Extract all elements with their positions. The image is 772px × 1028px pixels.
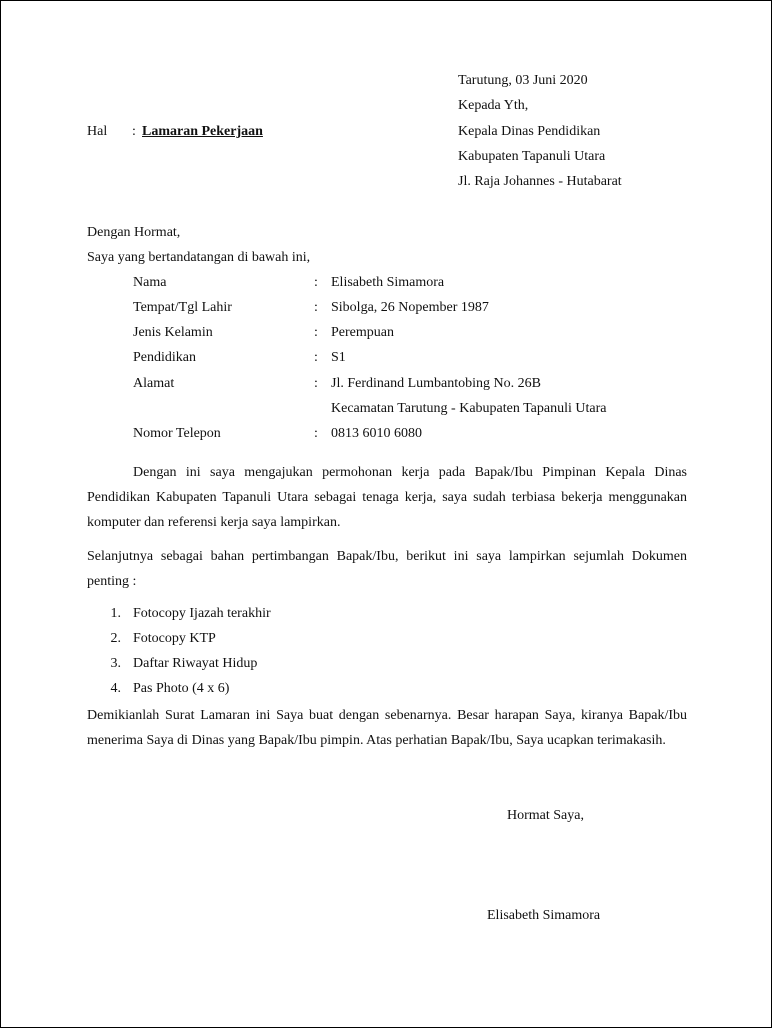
- recipient-line-3: Kabupaten Tapanuli Utara: [458, 149, 606, 164]
- body-paragraph-1: Dengan ini saya mengajukan permohonan kerja pada Bapak/Ibu Pimpinan Kepala Dinas Pendidikan Kabupaten Tapanuli Utara sebagai tenaga kerja, saya sudah terbiasa bekerja menggunakan komputer dan referensi kerja saya lampirkan.: [87, 465, 687, 530]
- detail-label: Nama: [133, 275, 167, 290]
- list-text: Daftar Riwayat Hidup: [133, 656, 258, 671]
- list-number: 1.: [110, 606, 121, 621]
- detail-label: Jenis Kelamin: [133, 325, 213, 340]
- subject-colon: :: [132, 124, 136, 139]
- recipient-line-2: Kepala Dinas Pendidikan: [458, 124, 601, 139]
- recipient-line-4: Jl. Raja Johannes - Hutabarat: [458, 174, 622, 189]
- detail-value-line-2: Kecamatan Tarutung - Kabupaten Tapanuli Utara: [331, 401, 607, 416]
- list-number: 3.: [110, 656, 121, 671]
- detail-label: Nomor Telepon: [133, 426, 221, 441]
- detail-label: Tempat/Tgl Lahir: [133, 300, 232, 315]
- intro-line: Saya yang bertandatangan di bawah ini,: [87, 250, 311, 265]
- detail-value: Jl. Ferdinand Lumbantobing No. 26B: [331, 376, 541, 391]
- greeting: Dengan Hormat,: [87, 225, 181, 240]
- detail-label: Pendidikan: [133, 350, 196, 365]
- list-number: 2.: [110, 631, 121, 646]
- detail-colon: :: [314, 325, 318, 340]
- detail-label: Alamat: [133, 376, 175, 391]
- signature-salutation: Hormat Saya,: [507, 808, 584, 823]
- place-date: Tarutung, 03 Juni 2020: [458, 73, 588, 88]
- subject-value: Lamaran Pekerjaan: [142, 124, 263, 139]
- recipient-line-1: Kepada Yth,: [458, 98, 529, 113]
- detail-value: S1: [331, 350, 346, 365]
- body-paragraph-2: Selanjutnya sebagai bahan pertimbangan Bapak/Ibu, berikut ini saya lampirkan sejumlah Dokumen penting :: [87, 549, 687, 589]
- detail-value: 0813 6010 6080: [331, 426, 422, 441]
- list-text: Pas Photo (4 x 6): [133, 681, 230, 696]
- list-text: Fotocopy Ijazah terakhir: [133, 606, 271, 621]
- detail-colon: :: [314, 376, 318, 391]
- detail-colon: :: [314, 275, 318, 290]
- detail-value: Sibolga, 26 Nopember 1987: [331, 300, 489, 315]
- detail-colon: :: [314, 350, 318, 365]
- detail-value: Perempuan: [331, 325, 394, 340]
- detail-value: Elisabeth Simamora: [331, 275, 445, 290]
- detail-colon: :: [314, 300, 318, 315]
- list-number: 4.: [110, 681, 121, 696]
- list-text: Fotocopy KTP: [133, 631, 216, 646]
- detail-colon: :: [314, 426, 318, 441]
- subject-label: Hal: [87, 124, 108, 139]
- closing-paragraph: Demikianlah Surat Lamaran ini Saya buat dengan sebenarnya. Besar harapan Saya, kiranya Bapak/Ibu menerima Saya di Dinas yang Bapak/Ibu pimpin. Atas perhatian Bapak/Ibu, Saya ucapkan terimakasih.: [87, 708, 687, 748]
- signature-name: Elisabeth Simamora: [487, 908, 601, 923]
